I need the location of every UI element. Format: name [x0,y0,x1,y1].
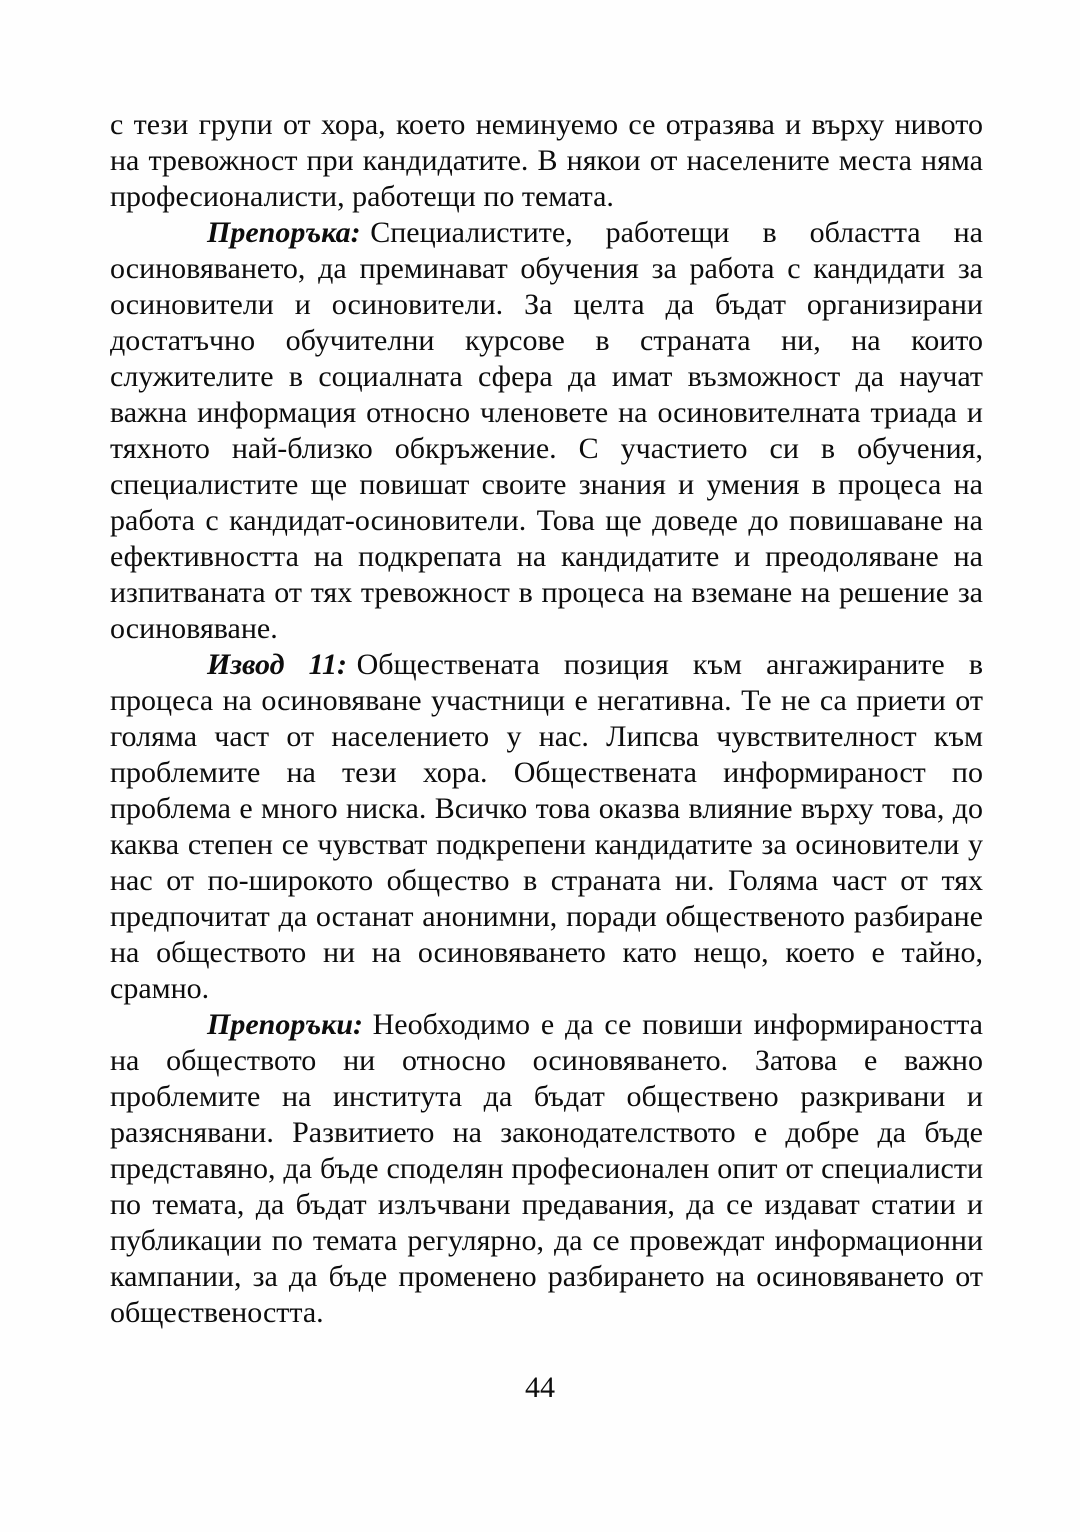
paragraph-continuation [110,107,983,215]
paragraph-text: Обществената позиция към ангажираните в процеса на осиновяване участници е негативна. Те не са приети от голяма част от населението у нас. Липсва чувствителност към проблемите на тези хора. Обществената информираност по проблема е много ниска. Всичко това оказва влияние върху това, до каква степен се чувстват подкрепени кандидатите за осиновители у нас от по-широкото общество в страната ни. Голяма част от тях предпочитат да останат анонимни, поради общественото разбиране на обществото ни на осиновяването като нещо, което е тайно, срамно. [110,648,984,1005]
text-body [110,107,983,1331]
paragraph-text: Необходимо е да се повиши информираността на обществото ни относно осиновяването. Затова е важно проблемите на института да бъдат обществено разкривани и разяснявани. Развитието на законодателството е добре да бъде представяно, да бъде споделян професионален опит от специалисти по темата, да бъдат излъчвани предавания, да се издават статии и публикации по темата регулярно, да се провеждат информационни кампании, за да бъде променено разбирането на осиновяването от обществеността. [110,1008,983,1329]
paragraph-lead: Извод 11: [207,648,347,681]
paragraph-text: Специалистите, работещи в областта на осиновяването, да преминават обучения за работа с кандидати за осиновители и осиновители. За целта да бъдат организирани достатъчно обучителни курсове в страната ни, на които служителите в социалната сфера да имат възможност да научат важна информация относно членовете на осиновителната триада и тяхното най-близко обкръжение. С участието си в обучения, специалистите ще повишат своите знания и умения в процеса на работа с кандидат-осиновители. Това ще доведе до повишаване на ефективността на подкрепата на кандидатите и преодоляване на изпитваната от тях тревожност в процеса на вземане на решение за осиновяване. [110,216,983,645]
paragraph-lead: Препоръки: [207,1008,364,1041]
paragraph-conclusion-11 [110,647,983,1007]
paragraph-lead: Препоръка: [207,216,361,249]
paragraph-recommendation-1 [110,215,983,647]
paragraph-recommendation-2 [110,1007,983,1331]
paragraph-text: с тези групи от хора, което неминуемо се отразява и върху нивото на тревожност при кандидатите. В някои от населените места няма професионалисти, работещи по темата. [110,108,983,213]
page-number: 44 [525,1371,555,1404]
